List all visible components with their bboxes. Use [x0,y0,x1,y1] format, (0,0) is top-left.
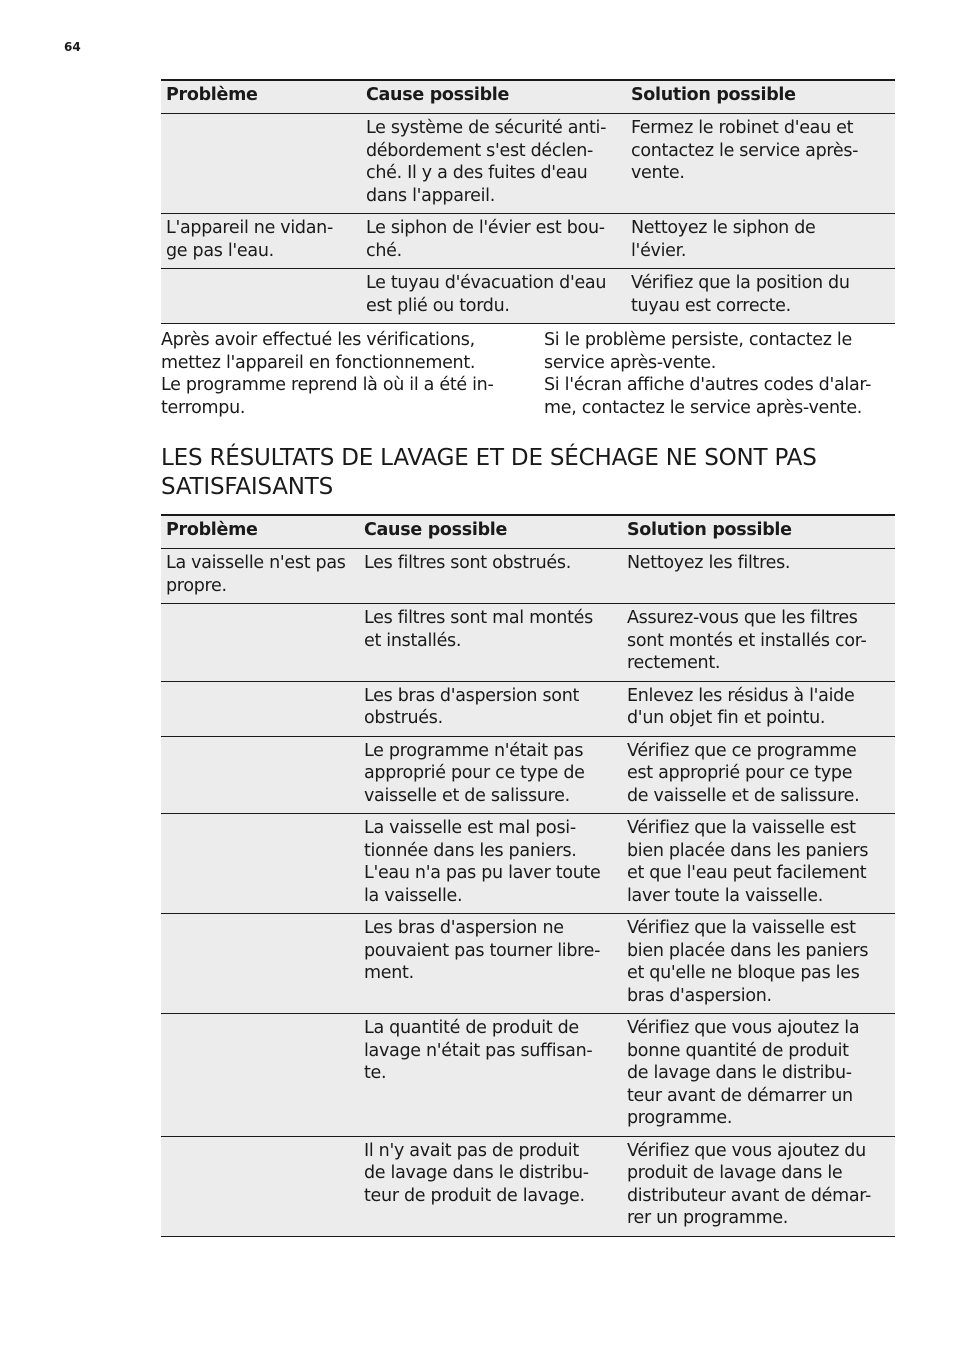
cell-line: La vaisselle n'est pas [166,553,346,573]
cell-line: tuyau est correcte. [631,295,791,316]
cell-line: débordement s'est déclen- [366,140,594,161]
cell-line: ché. [366,240,402,261]
cell-line: et que l'eau peut facilement [627,863,867,883]
cell-line: bien placée dans les paniers [627,840,869,861]
page-number: 64 [64,40,81,54]
cell-cause [361,114,626,214]
cell-line: Le siphon de l'évier est bou- [366,218,605,238]
table-header-row [161,80,895,114]
cell-line: ché. Il y a des fuites d'eau [366,163,588,183]
note-left [161,329,493,419]
cell-line: ge pas l'eau. [166,240,274,261]
cell-solution [622,1014,895,1137]
cell-line: laver toute la vaisselle. [627,885,823,906]
cell-cause [359,914,622,1014]
cell-line: bras d'aspersion. [627,985,772,1006]
table-row [161,814,895,914]
cell-line: te. [364,1063,387,1083]
cell-line: Vérifiez que vous ajoutez la [627,1018,860,1038]
table-row [161,736,895,814]
cell-line: Les filtres sont obstrués. [364,553,571,573]
note-line: service après-vente. [544,352,717,373]
cell-line: Nettoyez les filtres. [627,553,791,573]
cell-line: tionnée dans les paniers. [364,840,577,861]
cell-line: La vaisselle est mal posi- [364,818,576,838]
table-row [161,114,895,214]
cell-line: vaisselle et de salissure. [364,785,570,806]
cell-line: programme. [627,1108,733,1128]
cell-problem [161,1014,359,1137]
title-line: SATISFAISANTS [161,473,334,500]
header-problem: Problème [161,515,359,549]
header-solution: Solution possible [626,80,895,114]
header-cause: Cause possible [361,80,626,114]
cell-solution [626,269,895,324]
cell-solution [622,604,895,682]
cell-line: L'eau n'a pas pu laver toute [364,863,601,883]
cell-line: teur de produit de lavage. [364,1185,585,1206]
cell-solution [622,914,895,1014]
header-solution: Solution possible [622,515,895,549]
cell-line: bonne quantité de produit [627,1040,849,1061]
cell-solution [622,549,895,604]
cell-problem [161,914,359,1014]
cell-line: de lavage dans le distribu- [627,1063,852,1083]
table-row [161,1014,895,1137]
note-line: me, contactez le service après-vente. [544,397,863,418]
cell-problem [161,681,359,736]
cell-line: de vaisselle et de salissure. [627,785,860,806]
cell-line: la vaisselle. [364,885,463,906]
cell-cause [361,214,626,269]
table-header-row [161,515,895,549]
cell-line: La quantité de produit de [364,1018,579,1038]
table-row [161,681,895,736]
cell-problem [161,269,361,324]
cell-cause [359,1136,622,1236]
cell-solution [622,681,895,736]
table-row [161,214,895,269]
cell-cause [359,681,622,736]
cell-line: approprié pour ce type de [364,763,585,783]
cell-line: bien placée dans les paniers [627,940,869,961]
note-line: Le programme reprend là où il a été in- [161,375,494,395]
cell-line: et installés. [364,630,462,651]
cell-cause [359,1014,622,1137]
cell-line: Il n'y avait pas de produit [364,1140,579,1161]
cell-problem [161,1136,359,1236]
section-title [161,444,895,501]
table-row [161,269,895,324]
cell-line: teur avant de démarrer un [627,1085,853,1106]
cell-line: propre. [166,575,227,596]
note-line: Si le problème persiste, contactez le [544,330,852,350]
note-line: Si l'écran affiche d'autres codes d'alar- [544,375,872,395]
cell-line: Vérifiez que ce programme [627,740,857,761]
cell-line: L'appareil ne vidan- [166,218,333,238]
cell-cause [361,269,626,324]
note-line: mettez l'appareil en fonctionnement. [161,352,476,373]
table-row [161,549,895,604]
cell-line: Vérifiez que la position du [631,273,850,293]
note-right [544,329,871,419]
cell-line: ment. [364,963,414,983]
table-row [161,1136,895,1236]
cell-problem [161,604,359,682]
cell-line: Les filtres sont mal montés [364,608,593,628]
cell-line: rer un programme. [627,1208,789,1228]
cell-line: l'évier. [631,240,687,261]
cell-line: Fermez le robinet d'eau et [631,118,854,138]
cell-line: Le programme n'était pas [364,740,584,761]
cell-solution [622,736,895,814]
cell-cause [359,814,622,914]
cell-problem [161,114,361,214]
note-line: terrompu. [161,397,246,418]
cell-problem [161,814,359,914]
cell-line: contactez le service après- [631,140,859,161]
cell-line: Assurez-vous que les filtres [627,608,858,628]
cell-cause [359,549,622,604]
troubleshooting-table-drain [161,79,895,324]
cell-line: et qu'elle ne bloque pas les [627,963,860,983]
cell-line: est plié ou tordu. [366,295,510,316]
cell-line: lavage n'était pas suffisan- [364,1040,593,1061]
cell-line: obstrués. [364,708,443,728]
cell-line: Le système de sécurité anti- [366,118,607,138]
cell-line: est approprié pour ce type [627,763,853,783]
cell-line: Vérifiez que vous ajoutez du [627,1140,866,1161]
cell-line: dans l'appareil. [366,185,496,206]
cell-solution [622,814,895,914]
cell-line: Enlevez les résidus à l'aide [627,685,855,706]
cell-line: sont montés et installés cor- [627,630,867,651]
cell-line: rectement. [627,653,721,673]
cell-problem [161,214,361,269]
cell-line: Vérifiez que la vaisselle est [627,818,856,838]
cell-solution [626,214,895,269]
cell-line: vente. [631,163,685,183]
cell-line: Les bras d'aspersion ne [364,918,564,938]
header-cause: Cause possible [359,515,622,549]
table-row [161,604,895,682]
troubleshooting-table-results [161,514,895,1237]
note-line: Après avoir effectué les vérifications, [161,330,475,350]
cell-line: Le tuyau d'évacuation d'eau [366,273,607,293]
cell-line: de lavage dans le distribu- [364,1163,589,1183]
cell-problem [161,736,359,814]
cell-line: Vérifiez que la vaisselle est [627,918,856,938]
cell-solution [622,1136,895,1236]
cell-cause [359,604,622,682]
cell-line: produit de lavage dans le [627,1163,843,1183]
cell-line: Nettoyez le siphon de [631,218,816,238]
cell-cause [359,736,622,814]
cell-line: d'un objet fin et pointu. [627,708,826,728]
cell-line: pouvaient pas tourner libre- [364,940,601,961]
title-line: LES RÉSULTATS DE LAVAGE ET DE SÉCHAGE NE SONT PAS [161,445,817,471]
cell-solution [626,114,895,214]
cell-problem [161,549,359,604]
cell-line: Les bras d'aspersion sont [364,685,580,706]
table-row [161,914,895,1014]
cell-line: distributeur avant de démar- [627,1185,872,1206]
header-problem: Problème [161,80,361,114]
